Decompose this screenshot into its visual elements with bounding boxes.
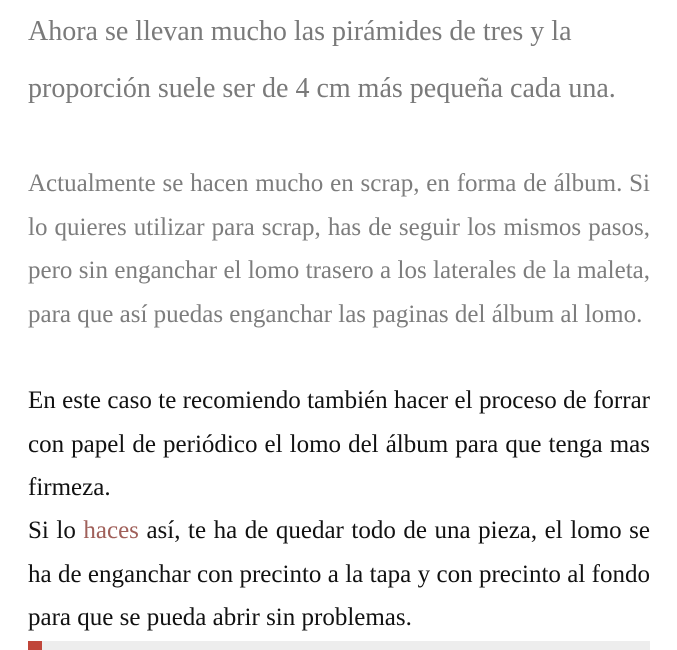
bottom-divider-bar — [28, 641, 650, 650]
section-heading: Ahora se llevan mucho las pirámides de tres y la proporción suele ser de 4 cm más pequeña cada una. — [28, 16, 616, 104]
haces-link[interactable]: haces — [83, 517, 139, 544]
accent-marker — [28, 641, 42, 650]
paragraph-text-before-link: Si lo — [28, 517, 84, 544]
paragraph-scrap-album: Actualmente se hacen mucho en scrap, en forma de álbum. Si lo quieres utilizar para scrap, has de seguir los mismos pasos, pero sin enganchar el lomo trasero a los laterales de la maleta, para que así puedas enganchar las paginas del álbum al lomo. — [28, 170, 650, 328]
paragraph-text-after-link: así, te ha de quedar todo de una pieza, el lomo se ha de enganchar con precinto a la tapa y con precinto al fondo para que se pueda abrir sin problemas. — [28, 517, 651, 631]
paragraph-one-piece — [28, 509, 650, 640]
paragraph-newspaper-lining: En este caso te recomiendo también hacer el proceso de forrar con papel de periódico el lomo del álbum para que tenga mas firmeza. — [28, 387, 650, 501]
